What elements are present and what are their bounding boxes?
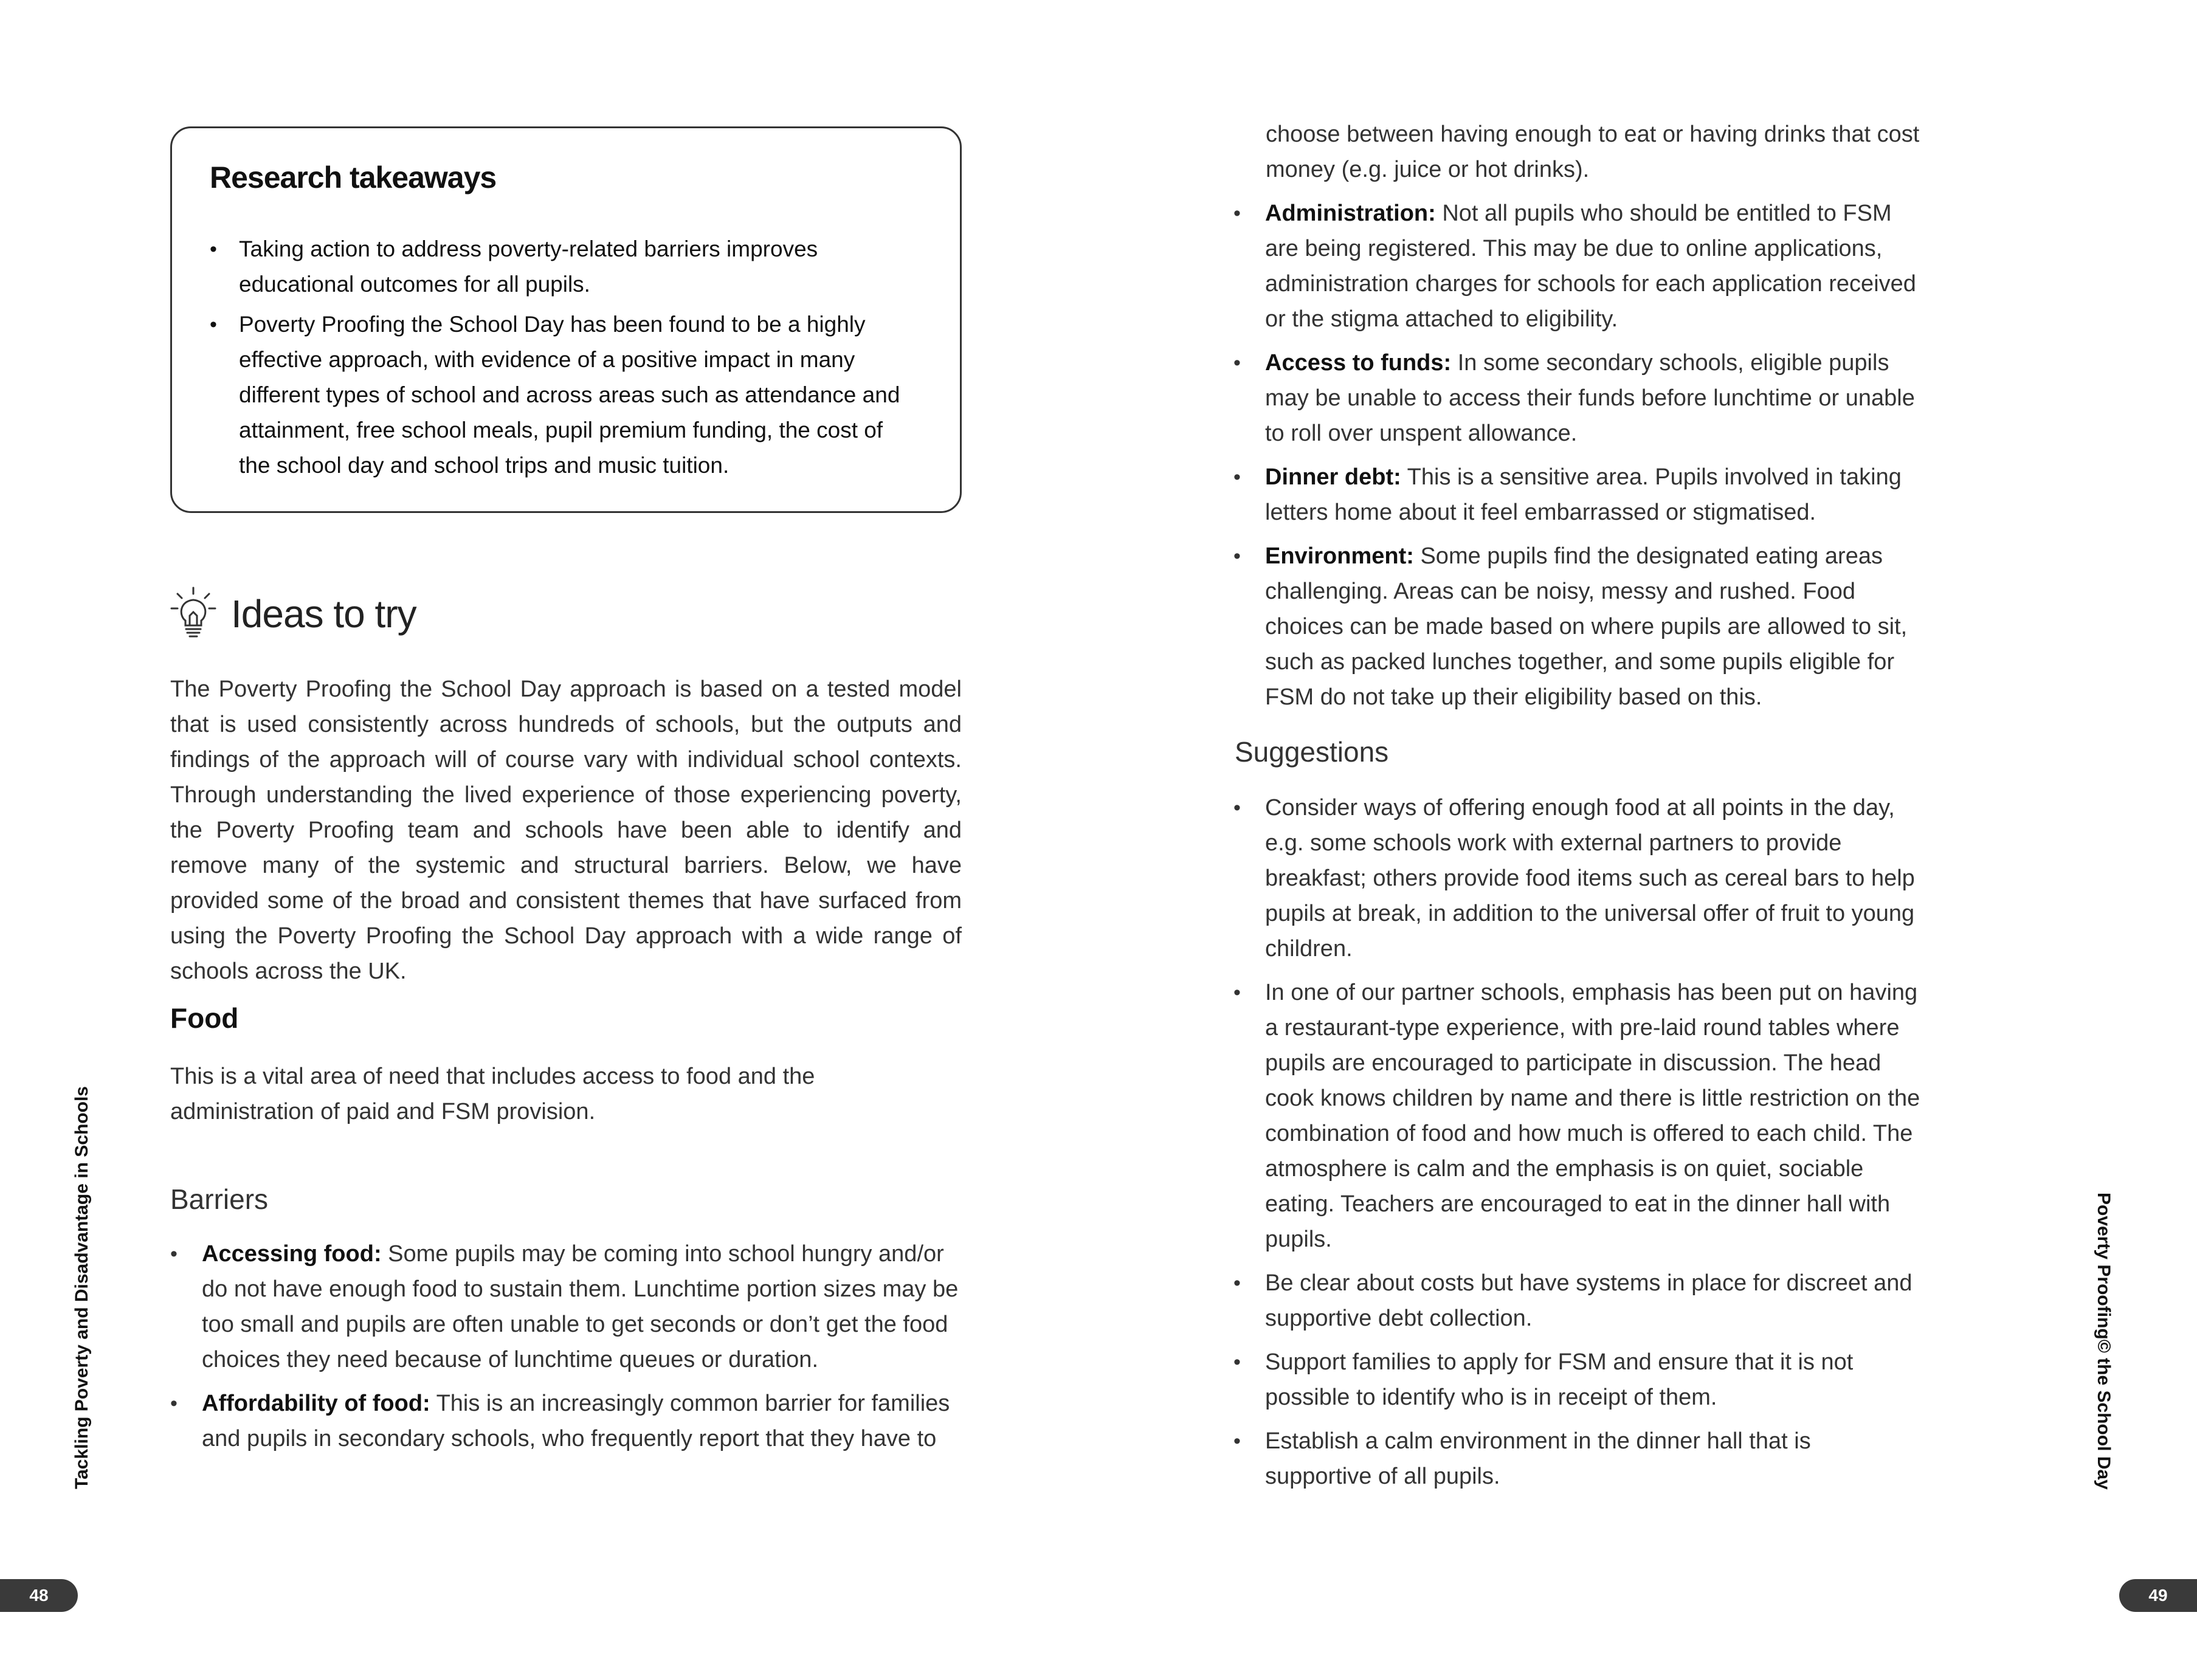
bullet: • [1233,351,1241,374]
bullet: • [1233,1430,1241,1453]
barrier-item: • Accessing food: Some pupils may be coming into school hungry and/or do not have enough food to sustain them. Lunchtime portion sizes may be too small and pupils are often unable to get seconds or don’t get the food choices they need because of lunchtime queues or duration. [170,1236,962,1377]
suggestions-list [1233,790,1922,1503]
barrier-item: • Dinner debt: This is a sensitive area. Pupils involved in taking letters home about it feel embarrassed or stigmatised. [1233,460,1922,530]
left-running-title: Tackling Poverty and Disadvantage in Schools [72,1086,92,1489]
barrier-continued-text: choose between having enough to eat or having drinks that cost money (e.g. juice or hot drinks). [1266,122,1920,182]
bullet: • [1233,1272,1241,1295]
bullet: • [1233,1351,1241,1374]
ideas-heading-text: Ideas to try [231,592,416,636]
bullet: • [210,238,217,261]
barrier-item: • Affordability of food: This is an increasingly common barrier for families and pupils in secondary schools, who frequently report that they have to [170,1386,962,1456]
barriers-heading: Barriers [170,1183,269,1215]
food-text: This is a vital area of need that includes access to food and the administration of paid and FSM provision. [170,1064,815,1124]
barrier-item: • Environment: Some pupils find the designated eating areas challenging. Areas can be noisy, messy and rushed. Food choices can be made based on where pupils are allowed to sit, such as packed lunches together, and some pupils eligible for FSM do not take up their eligibility based on this. [1233,539,1922,715]
bullet: • [210,313,217,336]
research-takeaways-box [170,126,962,513]
bullet: • [1233,981,1241,1004]
bullet: • [1233,545,1241,568]
suggestion-item: • Support families to apply for FSM and ensure that it is not possible to identify who is in receipt of them. [1233,1344,1922,1415]
bullet: • [170,1242,178,1265]
takeaways-title: Research takeaways [210,160,497,195]
right-running-title: Poverty Proofing© the School Day [2094,1193,2114,1490]
takeaways-list [210,232,915,488]
page-number-left: 48 [0,1579,78,1612]
ideas-heading [169,584,416,644]
bullet: • [1233,796,1241,819]
suggestion-item: • In one of our partner schools, emphasis has been put on having a restaurant-type experience, with pre-laid round tables where pupils are encouraged to participate in discussion. The head cook knows children by name and there is little restriction on the combination of food and how much is offered to each child. The atmosphere is calm and the emphasis is on quiet, sociable eating. Teachers are encouraged to eat in the dinner hall with pupils. [1233,975,1922,1257]
bullet: • [170,1392,178,1415]
food-heading: Food [170,1002,239,1034]
ideas-intro: The Poverty Proofing the School Day approach is based on a tested model that is used consistently across hundreds of schools, but the outputs and findings of the approach will of course vary with individual school contexts. Through understanding the lived experience of those experiencing poverty, the Poverty Proofing team and schools have been able to identify and remove many of the systemic and structural barriers. Below, we have provided some of the broad and consistent themes that have surfaced from using the Poverty Proofing the School Day approach with a wide range of schools across the UK. [170,676,962,984]
bullet: • [1233,466,1241,489]
right-page [1098,0,2197,1680]
suggestion-item: • Establish a calm environment in the dinner hall that is supportive of all pupils. [1233,1424,1922,1494]
barrier-item: • Administration: Not all pupils who should be entitled to FSM are being registered. This may be due to online applications, administration charges for schools for each application received or the stigma attached to eligibility. [1233,196,1922,337]
barriers-list [170,1236,962,1465]
suggestion-item: • Consider ways of offering enough food at all points in the day, e.g. some schools work with external partners to provide breakfast; others provide food items such as cereal bars to help pupils at break, in addition to the universal offer of fruit to young children. [1233,790,1922,966]
suggestion-item: • Be clear about costs but have systems in place for discreet and supportive debt collection. [1233,1265,1922,1336]
takeaway-item: • Poverty Proofing the School Day has been found to be a highly effective approach, with evidence of a positive impact in many different types of school and across areas such as attendance and attainment, free school meals, pupil premium funding, the cost of the school day and school trips and music tuition. [210,307,915,483]
lightbulb-icon [169,587,218,641]
page-number-right: 49 [2119,1579,2197,1612]
left-page [0,0,1098,1680]
bullet: • [1233,202,1241,225]
suggestions-heading: Suggestions [1235,736,1389,768]
barriers-list-continued [1233,196,1922,723]
takeaway-item: • Taking action to address poverty-related barriers improves educational outcomes for all pupils. [210,232,915,302]
barrier-item: • Access to funds: In some secondary schools, eligible pupils may be unable to access their funds before lunchtime or unable to roll over unspent allowance. [1233,345,1922,451]
